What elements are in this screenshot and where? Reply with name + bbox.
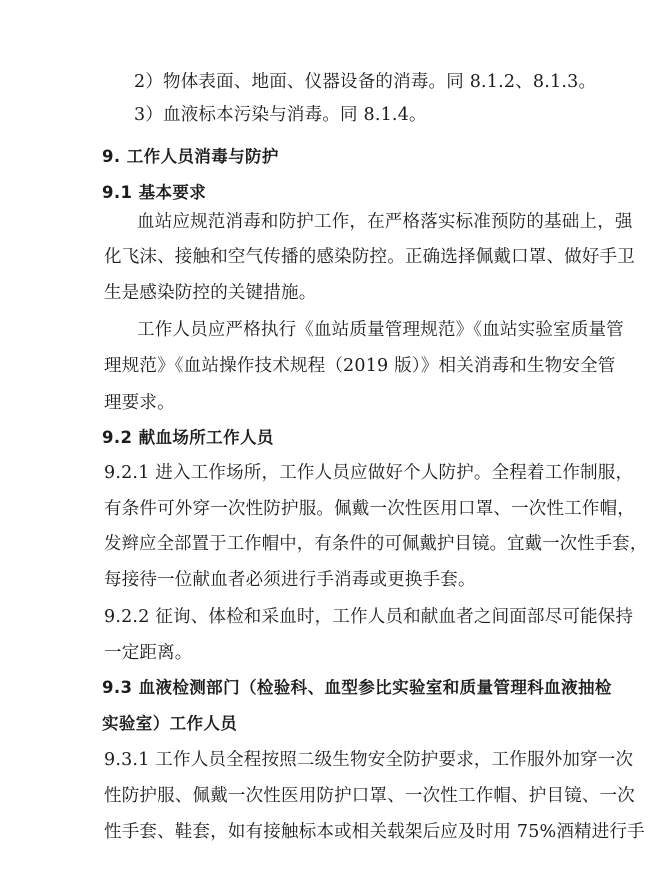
paragraph-line: 血站应规范消毒和防护工作，在严格落实标准预防的基础上，强	[137, 212, 633, 232]
paragraph-line: 每接待一位献血者必须进行手消毒或更换手套。	[104, 570, 476, 590]
paragraph-line: 理规范》《血站操作技术规程（2019 版）》相关消毒和生物安全管	[104, 356, 616, 376]
paragraph-line: 发辫应全部置于工作帽中，有条件的可佩戴护目镜。宜戴一次性手套，	[104, 534, 648, 554]
paragraph-line: 一定距离。	[104, 643, 193, 663]
subsection-heading-9-1: 9.1 基本要求	[102, 183, 207, 202]
paragraph-line: 生是感染防控的关键措施。	[104, 283, 317, 303]
paragraph-line: 性防护服、佩戴一次性医用防护口罩、一次性工作帽、护目镜、一次	[104, 786, 635, 806]
list-item-2: 2）物体表面、地面、仪器设备的消毒。同 8.1.2、8.1.3。	[134, 72, 597, 92]
section-heading-9: 9. 工作人员消毒与防护	[102, 147, 279, 166]
paragraph-line: 9.2.1 进入工作场所，工作人员应做好个人防护。全程着工作制服，	[104, 463, 634, 483]
list-item-3: 3）血液标本污染与消毒。同 8.1.4。	[134, 105, 427, 125]
subsection-heading-9-3: 9.3 血液检测部门（检验科、血型参比实验室和质量管理科血液抽检	[102, 678, 612, 697]
paragraph-line: 理要求。	[104, 393, 175, 413]
paragraph-line: 性手套、鞋套，如有接触标本或相关载架后应及时用 75%酒精进行手	[104, 822, 645, 842]
paragraph-line: 有条件可外穿一次性防护服。佩戴一次性医用口罩、一次性工作帽，	[104, 499, 635, 519]
paragraph-line: 化飞沫、接触和空气传播的感染防控。正确选择佩戴口罩、做好手卫	[104, 247, 635, 267]
paragraph-line: 9.2.2 征询、体检和采血时，工作人员和献血者之间面部尽可能保持	[104, 607, 634, 627]
paragraph-line: 9.3.1 工作人员全程按照二级生物安全防护要求，工作服外加穿一次	[104, 750, 634, 770]
subsection-heading-9-3-cont: 实验室）工作人员	[102, 714, 238, 733]
paragraph-line: 工作人员应严格执行《血站质量管理规范》《血站实验室质量管	[137, 320, 624, 340]
subsection-heading-9-2: 9.2 献血场所工作人员	[102, 428, 274, 447]
